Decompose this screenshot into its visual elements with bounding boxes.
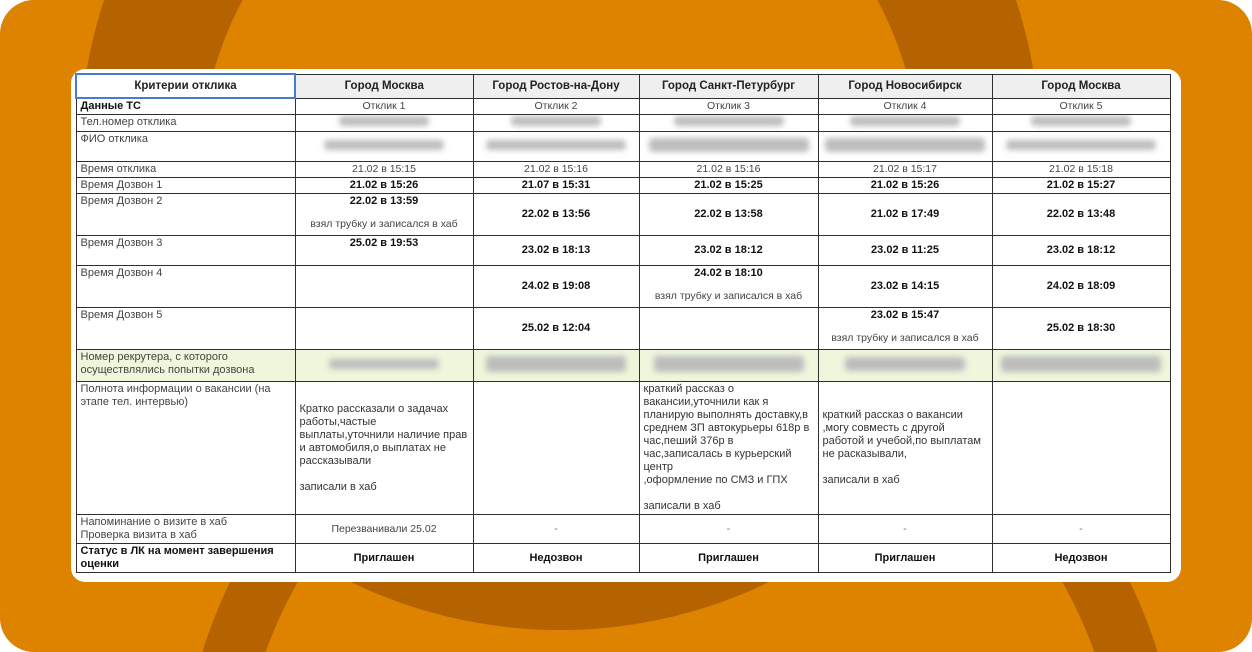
redacted-cell[interactable] (473, 115, 639, 132)
status-cell[interactable]: Приглашен (639, 544, 818, 573)
criteria-header[interactable]: Критерии отклика (76, 74, 295, 98)
redacted-cell[interactable] (295, 350, 473, 382)
table-cell[interactable]: Кратко рассказали о задачах работы,частые выплаты,уточнили наличие прав и автомобиля,о выплатах не рассказывали записали в хаб (295, 382, 473, 515)
table-cell[interactable]: 24.02 в 19:08 (473, 266, 639, 308)
redacted-cell[interactable] (295, 115, 473, 132)
table-row-status (76, 544, 1170, 573)
table-cell[interactable]: Отклик 3 (639, 98, 818, 115)
row-label[interactable]: Тел.номер отклика (76, 115, 295, 132)
table-cell[interactable]: 21.02 в 17:49 (818, 194, 992, 236)
status-cell[interactable]: Приглашен (295, 544, 473, 573)
table-row-recruiter (76, 350, 1170, 382)
redacted-cell[interactable] (818, 115, 992, 132)
table-row (76, 266, 1170, 308)
dial-time: 23.02 в 15:47 (870, 309, 940, 321)
table-row (76, 194, 1170, 236)
dial-time: 24.02 в 18:10 (694, 267, 763, 279)
row-label[interactable]: Время Дозвон 3 (76, 236, 295, 266)
table-cell[interactable]: 21.02 в 15:16 (473, 162, 639, 178)
table-row (76, 178, 1170, 194)
column-header[interactable]: Город Москва (295, 74, 473, 98)
status-cell[interactable]: Приглашен (818, 544, 992, 573)
table-cell[interactable]: 21.02 в 15:26 (818, 178, 992, 194)
table-cell[interactable] (818, 308, 992, 350)
table-cell[interactable]: 21.02 в 15:27 (992, 178, 1170, 194)
dial-note: взял трубку и записался в хаб (654, 290, 803, 302)
column-header[interactable]: Город Ростов-на-Дону (473, 74, 639, 98)
table-cell[interactable]: Отклик 4 (818, 98, 992, 115)
row-label[interactable]: Статус в ЛК на момент завершения оценки (76, 544, 295, 573)
redacted-cell[interactable] (639, 132, 818, 162)
comparison-table (75, 73, 1171, 573)
table-cell[interactable]: краткий рассказ о вакансии,уточнили как я планирую выполнять доставку,в среднем ЗП автокурьеры 618р в час,пеший 376р в час,записалась в курьерский центр ,оформление по СМЗ и ГПХ записали в хаб (639, 382, 818, 515)
table-row (76, 515, 1170, 544)
table-cell[interactable]: 25.02 в 18:30 (992, 308, 1170, 350)
table-cell[interactable] (639, 308, 818, 350)
column-header[interactable]: Город Москва (992, 74, 1170, 98)
table-cell[interactable]: 21.02 в 15:17 (818, 162, 992, 178)
column-header[interactable]: Город Санкт-Петурбург (639, 74, 818, 98)
row-label[interactable]: Время Дозвон 2 (76, 194, 295, 236)
table-cell[interactable]: 23.02 в 18:12 (639, 236, 818, 266)
row-label[interactable]: Данные ТС (76, 98, 295, 115)
redacted-cell[interactable] (818, 350, 992, 382)
redacted-cell[interactable] (473, 350, 639, 382)
table-cell[interactable]: 23.02 в 11:25 (818, 236, 992, 266)
redacted-cell[interactable] (639, 350, 818, 382)
table-cell[interactable] (295, 194, 473, 236)
table-cell[interactable]: 23.02 в 18:13 (473, 236, 639, 266)
dial-time: 22.02 в 13:59 (349, 195, 419, 207)
table-cell[interactable]: 22.02 в 13:58 (639, 194, 818, 236)
table-cell[interactable]: 22.02 в 13:48 (992, 194, 1170, 236)
dial-note: взял трубку и записался в хаб (831, 332, 979, 344)
redacted-cell[interactable] (473, 132, 639, 162)
table-cell[interactable]: 25.02 в 19:53 (295, 236, 473, 266)
table-cell[interactable]: 21.02 в 15:16 (639, 162, 818, 178)
row-label[interactable]: Номер рекрутера, с которого осуществлялись попытки дозвона (76, 350, 295, 382)
row-label[interactable]: Напоминание о визите в хаб Проверка визита в хаб (76, 515, 295, 544)
table-cell[interactable]: 23.02 в 18:12 (992, 236, 1170, 266)
table-cell[interactable]: 24.02 в 18:09 (992, 266, 1170, 308)
table-cell[interactable]: Отклик 2 (473, 98, 639, 115)
table-cell[interactable]: 21.07 в 15:31 (473, 178, 639, 194)
table-cell[interactable] (295, 266, 473, 308)
table-cell[interactable]: Отклик 5 (992, 98, 1170, 115)
redacted-cell[interactable] (992, 132, 1170, 162)
table-cell[interactable]: - (639, 515, 818, 544)
table-row (76, 132, 1170, 162)
table-cell[interactable]: 21.02 в 15:15 (295, 162, 473, 178)
row-label[interactable]: Полнота информации о вакансии (на этапе тел. интервью) (76, 382, 295, 515)
redacted-cell[interactable] (639, 115, 818, 132)
table-cell[interactable]: - (473, 515, 639, 544)
table-cell[interactable] (295, 308, 473, 350)
table-row (76, 308, 1170, 350)
header-row (76, 74, 1170, 98)
table-cell[interactable]: - (818, 515, 992, 544)
row-label[interactable]: Время Дозвон 4 (76, 266, 295, 308)
table-row (76, 236, 1170, 266)
table-cell[interactable]: 22.02 в 13:56 (473, 194, 639, 236)
status-cell[interactable]: Недозвон (992, 544, 1170, 573)
row-label[interactable]: Время Дозвон 5 (76, 308, 295, 350)
table-row (76, 98, 1170, 115)
redacted-cell[interactable] (992, 115, 1170, 132)
redacted-cell[interactable] (818, 132, 992, 162)
table-cell[interactable]: Перезванивали 25.02 (295, 515, 473, 544)
dial-note: взял трубку и записался в хаб (310, 218, 458, 230)
table-cell[interactable]: 23.02 в 14:15 (818, 266, 992, 308)
table-cell[interactable]: 21.02 в 15:26 (295, 178, 473, 194)
redacted-cell[interactable] (295, 132, 473, 162)
redacted-cell[interactable] (992, 350, 1170, 382)
table-card (71, 69, 1181, 582)
table-cell[interactable]: 25.02 в 12:04 (473, 308, 639, 350)
table-row (76, 382, 1170, 515)
table-cell[interactable]: краткий рассказ о вакансии ,могу совместь с другой работой и учебой,по выплатам не расказывали, записали в хаб (818, 382, 992, 515)
table-cell[interactable] (473, 382, 639, 515)
row-label[interactable]: ФИО отклика (76, 132, 295, 162)
row-label[interactable]: Время отклика (76, 162, 295, 178)
row-label[interactable]: Время Дозвон 1 (76, 178, 295, 194)
table-cell[interactable]: Отклик 1 (295, 98, 473, 115)
table-row (76, 115, 1170, 132)
table-cell[interactable] (992, 382, 1170, 515)
table-cell[interactable]: - (992, 515, 1170, 544)
table-cell[interactable]: 21.02 в 15:18 (992, 162, 1170, 178)
status-cell[interactable]: Недозвон (473, 544, 639, 573)
table-cell[interactable]: 21.02 в 15:25 (639, 178, 818, 194)
table-cell[interactable] (639, 266, 818, 308)
column-header[interactable]: Город Новосибирск (818, 74, 992, 98)
table-row (76, 162, 1170, 178)
